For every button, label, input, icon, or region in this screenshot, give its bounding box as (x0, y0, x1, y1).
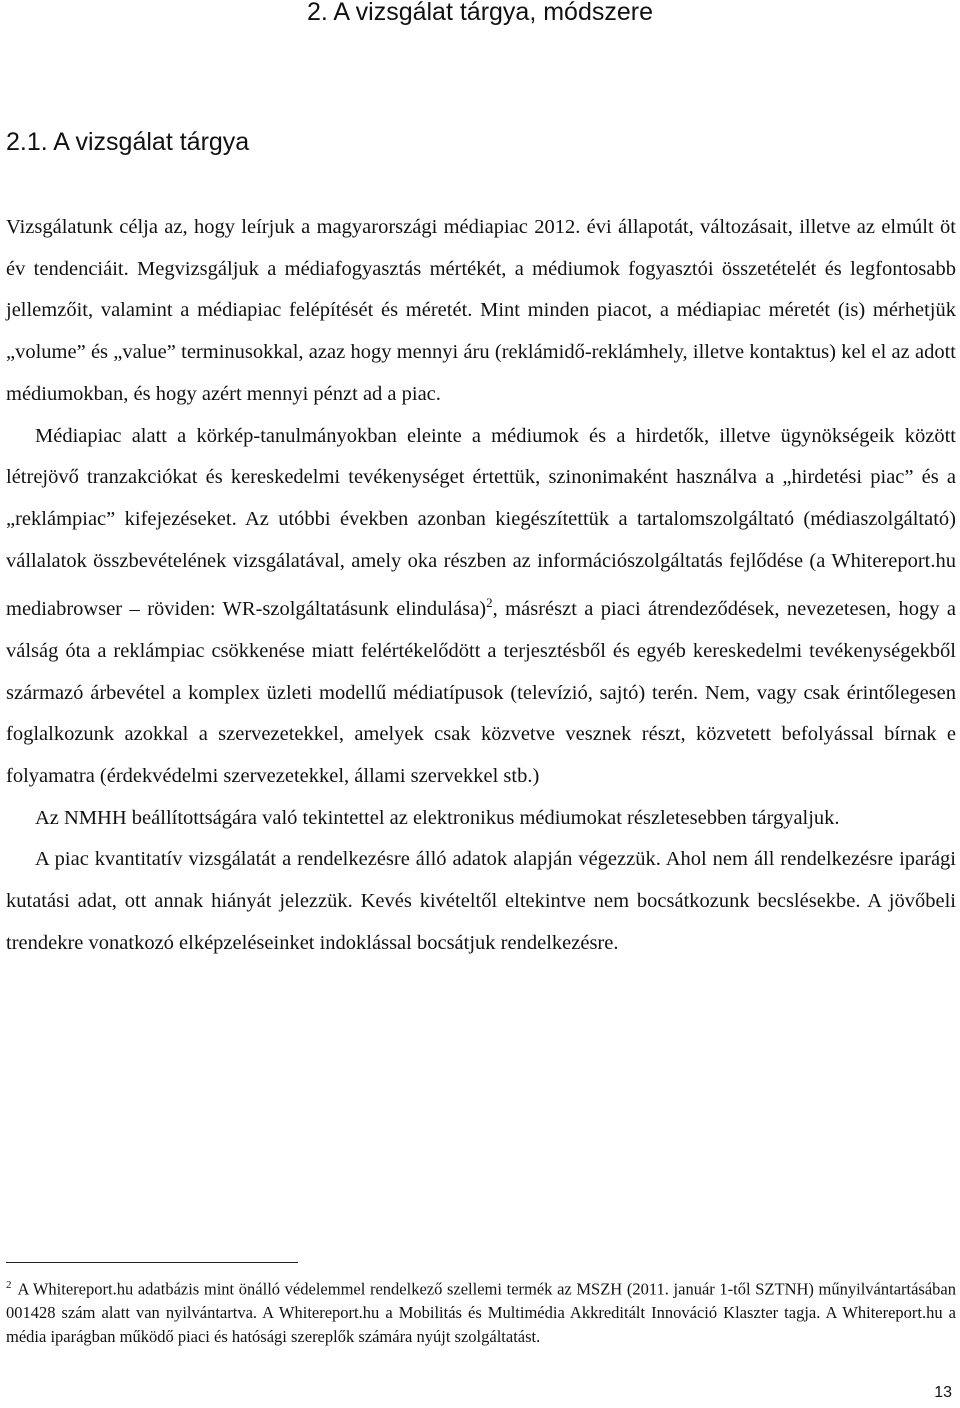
footnote-text: A Whitereport.hu adatbázis mint önálló védelemmel rendelkező szellemi termék az MSZH (2011. január 1-től SZTNH) műnyilvántartásában 001428 szám alatt van nyilvántartva. A Whitereport.hu a Mobilitás és Multimédia Akkreditált Innováció Klaszter tagja. A Whitereport.hu a média iparágban működő piaci és hatósági szereplők számára nyújt szolgáltatást. (6, 1279, 956, 1346)
page-number: 13 (934, 1384, 952, 1401)
footnote-divider (6, 1262, 298, 1263)
paragraph-2-continuation: , másrészt a piaci átrendeződések, nevezetesen, hogy a válság óta a reklámpiac csökkenése miatt felértékelődött a terjesztésből és egyéb kereskedelmi tevékenységekből származó árbevétel a komplex üzleti modellű médiatípusok (televízió, sajtó) terén. Nem, vagy csak érintőlegesen foglalkozunk azokkal a szervezetekkel, amelyek csak közvetve vesznek részt, közvetett befolyással bírnak e folyamatra (érdekvédelmi szervezetekkel, állami szervekkel stb.) (6, 598, 956, 787)
footnote-reference: 2 (486, 595, 493, 611)
footnote (6, 1274, 956, 1348)
section-title: 2.1. A vizsgálat tárgya (6, 128, 250, 156)
paragraph-2-text: Médiapiac alatt a körkép-tanulmányokban eleinte a médiumok és a hirdetők, illetve ügynökségeik között létrejövő tranzakciókat és kereskedelmi tevékenységet értettük, szinonimaként használva a „hirdetési piac” és a „reklámpiac” kifejezéseket. Az utóbbi években azonban kiegészítettük a tartalomszolgáltató (médiaszolgáltató) vállalatok összbevételének vizsgálatával, amely oka részben az információszolgáltatás fejlődése (a Whitereport.hu mediabrowser – röviden: WR-szolgáltatásunk elindulása) (6, 424, 956, 621)
footnote-marker: 2 (6, 1279, 12, 1291)
body-text (6, 207, 956, 964)
paragraph-4: A piac kvantitatív vizsgálatát a rendelkezésre álló adatok alapján végezzük. Ahol nem áll rendelkezésre iparági kutatási adat, ott annak hiányát jelezzük. Kevés kivételtől eltekintve nem bocsátkozunk becslésekbe. A jövőbeli trendekre vonatkozó elképzeléseinket indoklással bocsátjuk rendelkezésre. (6, 848, 956, 954)
chapter-title: 2. A vizsgálat tárgya, módszere (306, 0, 653, 26)
paragraph-3: Az NMHH beállítottságára való tekintettel az elektronikus médiumokat részletesebben tárgyaljuk. (35, 806, 840, 829)
paragraph-1: Vizsgálatunk célja az, hogy leírjuk a magyarországi médiapiac 2012. évi állapotát, változásait, illetve az elmúlt öt év tendenciáit. Megvizsgáljuk a médiafogyasztás mértékét, a médiumok fogyasztói összetételét és legfontosabb jellemzőit, valamint a médiapiac felépítését és méretét. Mint minden piacot, a médiapiac méretét (is) mérhetjük „volume” és „value” terminusokkal, azaz hogy mennyi áru (reklámidő-reklámhely, illetve kontaktus) kel el az adott médiumokban, és hogy azért mennyi pénzt ad a piac. (6, 216, 956, 405)
paragraph-2 (6, 416, 956, 798)
